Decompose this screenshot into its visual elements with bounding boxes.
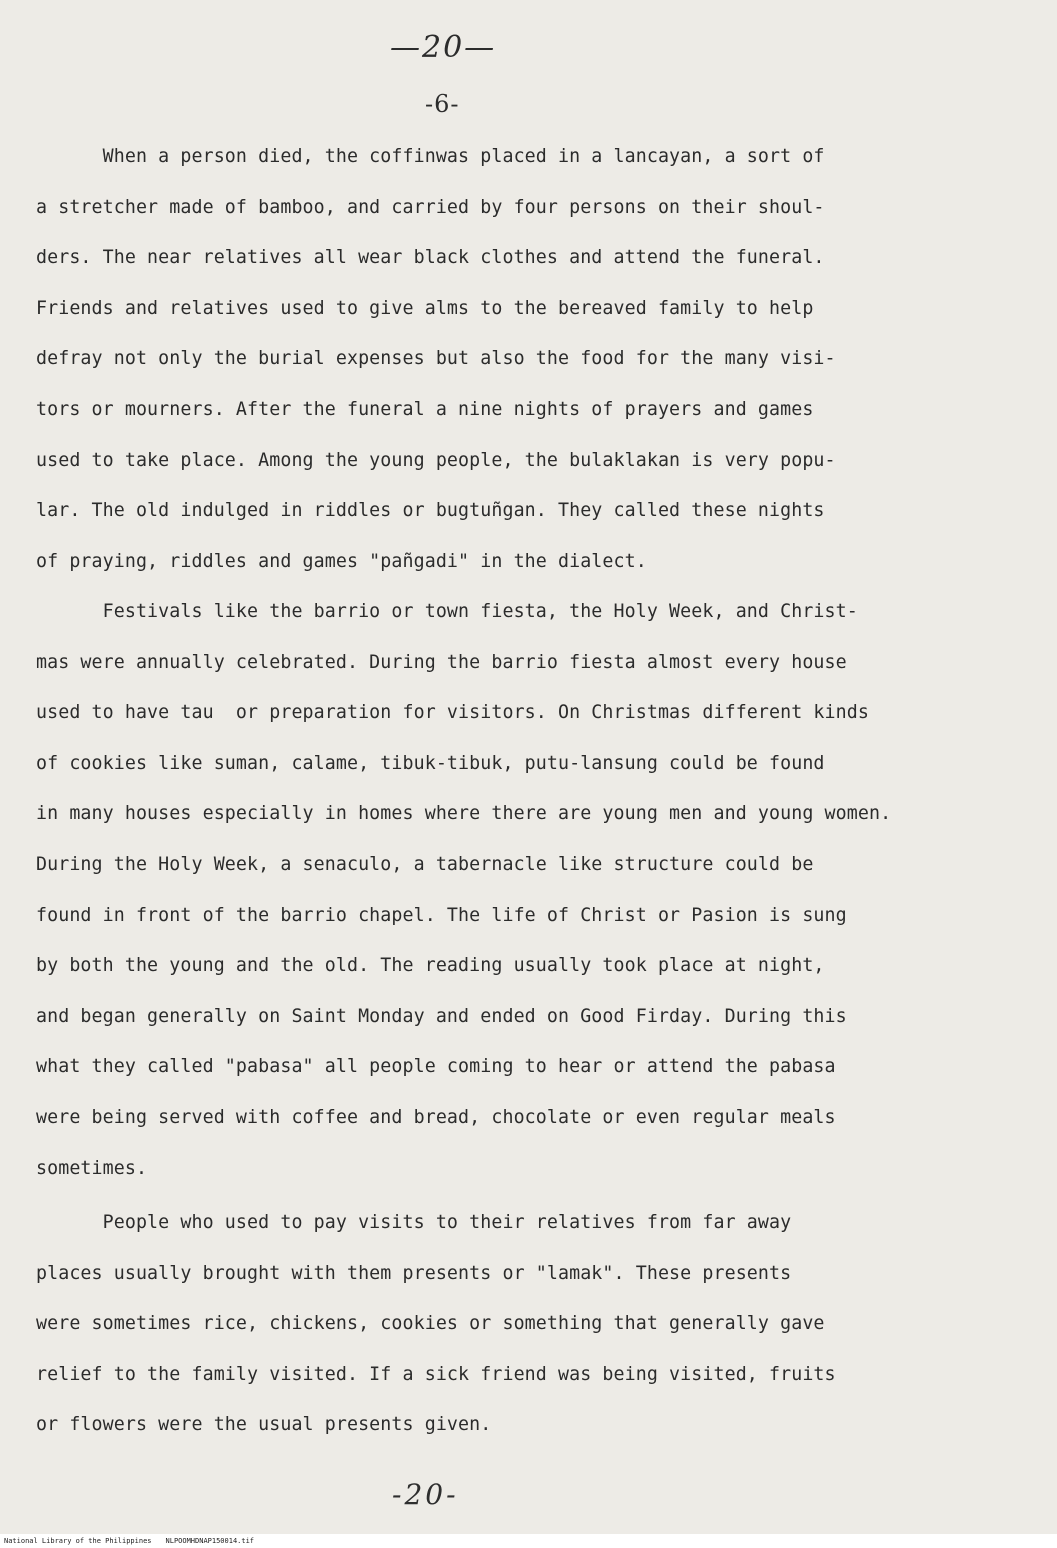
text-line: were being served with coffee and bread, chocolate or even regular meals <box>36 1106 836 1128</box>
text-line: Festivals like the barrio or town fiesta, the Holy Week, and Christ- <box>36 601 858 622</box>
paragraph-funeral <box>36 132 996 587</box>
text-line: lar. The old indulged in riddles or bugtuñgan. They called these nights <box>36 500 825 522</box>
text-line: sometimes. <box>36 1157 148 1179</box>
text-line: by both the young and the old. The reading usually took place at night, <box>36 955 825 977</box>
text-line: found in front of the barrio chapel. The life of Christ or Pasion is sung <box>36 904 847 926</box>
text-line: defray not only the burial expenses but also the food for the many visi- <box>36 348 836 370</box>
text-line: tors or mourners. After the funeral a nine nights of prayers and games <box>36 398 814 420</box>
text-line: what they called "pabasa" all people coming to hear or attend the pabasa <box>36 1056 836 1078</box>
text-line: of cookies like suman, calame, tibuk-tibuk, putu-lansung could be found <box>36 752 825 774</box>
text-line: used to have tau or preparation for visitors. On Christmas different kinds <box>36 702 869 724</box>
bottom-page-number: -20- <box>392 1478 459 1511</box>
text-line: When a person died, the coffinwas placed in a lancayan, a sort of <box>36 146 825 167</box>
footer-institution: National Library of the Philippines <box>4 1537 152 1545</box>
text-line: of praying, riddles and games "pañgadi" in the dialect. <box>36 550 647 572</box>
text-line: Friends and relatives used to give alms to the bereaved family to help <box>36 297 814 319</box>
text-line: and began generally on Saint Monday and ended on Good Firday. During this <box>36 1005 847 1027</box>
paragraph-visits <box>36 1198 996 1451</box>
text-line: a stretcher made of bamboo, and carried by four persons on their shoul- <box>36 196 825 218</box>
text-line: ders. The near relatives all wear black clothes and attend the funeral. <box>36 247 825 269</box>
text-line: mas were annually celebrated. During the barrio fiesta almost every house <box>36 651 847 673</box>
archive-footer <box>0 1534 1057 1548</box>
typed-page-number: -6- <box>425 90 460 118</box>
text-line: People who used to pay visits to their relatives from far away <box>36 1212 792 1233</box>
text-line: places usually brought with them presents or "lamak". These presents <box>36 1262 792 1284</box>
footer-filename: NLPOOMHDNAP150014.tif <box>165 1537 255 1545</box>
text-line: were sometimes rice, chickens, cookies or something that generally gave <box>36 1313 825 1335</box>
handwritten-page-number: —20— <box>390 30 497 65</box>
text-line: in many houses especially in homes where there are young men and young women. <box>36 803 892 825</box>
text-line: or flowers were the usual presents given. <box>36 1414 492 1436</box>
paragraph-festivals <box>36 587 996 1194</box>
text-line: During the Holy Week, a senaculo, a tabernacle like structure could be <box>36 853 814 875</box>
text-line: used to take place. Among the young people, the bulaklakan is very popu- <box>36 449 836 471</box>
text-line: relief to the family visited. If a sick friend was being visited, fruits <box>36 1363 836 1385</box>
